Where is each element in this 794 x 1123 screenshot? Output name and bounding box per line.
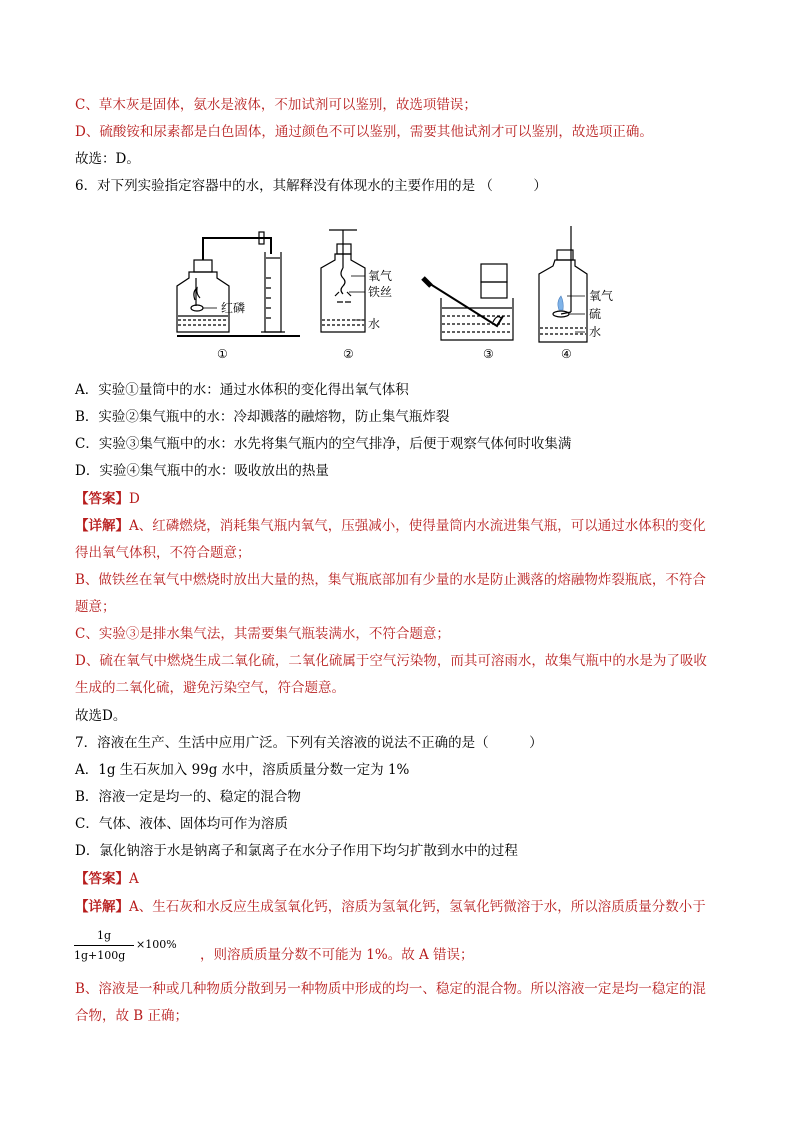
fraction-denominator: 1g+100g [74,949,126,962]
label-water-4: 水 [589,325,602,339]
text-line: ，则溶质质量分数不可能为 1%。故 A 错误； [200,947,474,963]
graduated-cylinder [261,252,285,332]
text-line: 故选D。 [75,708,127,724]
fraction-bar [74,945,134,946]
label-red-phosphorus: 红磷 [221,301,246,315]
bottle-2 [321,230,365,332]
option-a: A．1g 生石灰加入 99g 水中，溶质质量分数一定为 1% [75,762,410,778]
option-d: D．氯化钠溶于水是钠离子和氯离子在水分子作用下均匀扩散到水中的过程 [75,843,518,859]
answer-value: A [129,871,139,887]
label-oxygen-4: 氧气 [589,289,614,303]
detail-tag: 【详解】 [75,518,129,534]
answer-line [75,490,140,508]
answer-tag: 【答案】 [75,871,129,887]
text-line: B、溶液是一种或几种物质分散到另一种物质中形成的均一、稳定的混合物。所以溶液一定是均一稳定的混 [75,981,706,997]
label-num-2: ② [343,347,354,360]
answer-line [75,870,139,888]
text-line: B、做铁丝在氧气中燃烧时放出大量的热，集气瓶底部加有少量的水是防止溅落的熔融物炸裂瓶底，不符合 [75,572,706,588]
detail-line: 【详解】A、生石灰和水反应生成氢氧化钙，溶质为氢氧化钙，氢氧化钙微溶于水，所以溶质质量分数小于 [75,899,706,915]
option-a: A．实验①量筒中的水：通过水体积的变化得出氧气体积 [75,382,409,398]
text-line: C、草木灰是固体，氨水是液体，不加试剂可以鉴别，故选项错误； [75,97,477,113]
detail-line: 【详解】A、红磷燃烧，消耗集气瓶内氧气，压强减小，使得量筒内水流进集气瓶，可以通过水体积的变化 [75,518,706,534]
option-d: D．实验④集气瓶中的水：吸收放出的热量 [75,463,329,479]
label-num-3: ③ [483,347,494,360]
fraction-suffix: ×100% [136,938,177,951]
text-line: 题意； [75,599,116,615]
text-line: 生成的二氧化硫，避免污染空气，符合题意。 [75,680,345,696]
label-num-1: ① [217,347,228,360]
option-c: C．气体、液体、固体均可作为溶质 [75,816,288,832]
option-c: C．实验③集气瓶中的水：水先将集气瓶内的空气排净，后便于观察气体何时收集满 [75,436,572,452]
text-line: D、硫在氧气中燃烧生成二氧化硫，二氧化硫属于空气污染物，而其可溶雨水，故集气瓶中的水是为了吸收 [75,653,707,669]
detail-tag: 【详解】 [75,899,129,915]
label-iron-wire: 铁丝 [368,285,393,299]
text-line: 得出氧气体积，不符合题意； [75,545,251,561]
label-sulfur: 硫 [589,307,602,321]
question-6: 6．对下列实验指定容器中的水，其解释没有体现水的主要作用的是 （ ） [75,178,547,194]
fraction-numerator: 1g [97,929,112,942]
text-line: C、实验③是排水集气法，其需要集气瓶装满水，不符合题意； [75,626,450,642]
bottle-4 [539,226,587,342]
option-b: B．实验②集气瓶中的水：冷却溅落的融熔物，防止集气瓶炸裂 [75,409,450,425]
question-7: 7．溶液在生产、生活中应用广泛。下列有关溶液的说法不正确的是（ ） [75,735,543,751]
label-oxygen-2: 氧气 [368,269,393,283]
option-b: B．溶液一定是均一的、稳定的混合物 [75,789,301,805]
water-trough-3 [423,264,513,340]
answer-tag: 【答案】 [75,491,129,507]
text-line: 故选：D。 [75,151,140,167]
bottle-1 [177,232,271,332]
label-water-2: 水 [368,317,381,331]
answer-value: D [129,491,140,507]
experiment-figure [165,208,635,360]
label-num-4: ④ [561,347,572,360]
text-line: D、硫酸铵和尿素都是白色固体，通过颜色不可以鉴别，需要其他试剂才可以鉴别，故选项正确。 [75,124,653,140]
text-line: 合物，故 B 正确； [75,1008,189,1024]
